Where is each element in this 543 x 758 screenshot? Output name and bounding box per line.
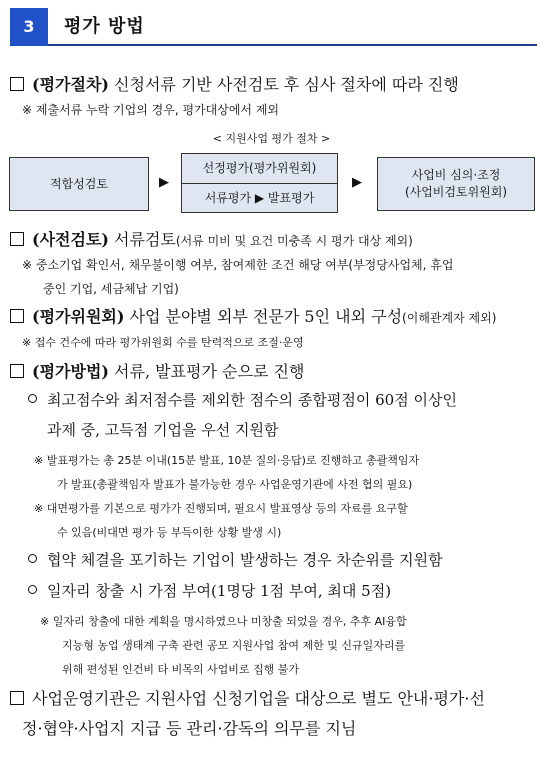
method-bullet-3: [28, 580, 391, 601]
section-procedure: [10, 72, 459, 95]
process-step-budget: [377, 157, 535, 211]
method-bullet-3-text: 일자리 창출 시 가점 부여(1명당 1점 부여, 최대 5점): [47, 582, 392, 600]
method-note-3-line-3: 위해 편성된 인건비 타 비목의 사업비로 집행 불가: [62, 663, 299, 676]
procedure-note: ※ 제출서류 누락 기업의 경우, 평가대상에서 제외: [22, 103, 280, 117]
process-step-suitability: [9, 157, 149, 211]
evaluation-committee-label: 선정평가(평가위원회): [202, 161, 317, 175]
method-heading: (평가방법): [32, 362, 109, 381]
procedure-text: 신청서류 기반 사전검토 후 심사 절차에 따라 진행: [108, 75, 459, 94]
method-note-2-line-1: ※ 대면평가를 기본으로 평가가 진행되며, 필요시 발표영상 등의 자료를 요구할: [34, 502, 408, 515]
budget-committee-label: (사업비검토위원회): [404, 185, 508, 199]
operator-duty-line-1: 사업운영기관은 지원사업 신청기업을 대상으로 별도 안내·평가·선: [32, 689, 485, 708]
budget-review-label: 사업비 심의·조정: [411, 168, 501, 182]
method-bullet-2: [28, 549, 443, 570]
method-note-1-line-1: ※ 발표평가는 총 25분 이내(15분 발표, 10분 질의·응답)로 진행하고 총괄책임자: [34, 454, 420, 467]
method-note-2-line-2: 수 있음(비대면 평가 등 부득이한 상황 발생 시): [57, 526, 282, 539]
prereview-note-2: 중인 기업, 세금체납 기업): [43, 282, 179, 296]
section-prereview: [10, 227, 413, 250]
method-bullet-1-line-2: 과제 중, 고득점 기업을 우선 지원함: [47, 421, 279, 439]
method-bullet-1-line-1: 최고점수와 최저점수를 제외한 점수의 종합평점이 60점 이상인: [47, 391, 457, 409]
section-committee: [10, 304, 496, 327]
section-method: [10, 359, 304, 382]
committee-text: 사업 분야별 외부 전문가 5인 내외 구성: [124, 307, 403, 326]
committee-heading: (평가위원회): [32, 307, 125, 326]
method-text: 서류, 발표평가 순으로 진행: [108, 362, 305, 381]
committee-detail: (이해관계자 제외): [402, 311, 497, 325]
prereview-heading: (사전검토): [32, 230, 109, 249]
bullet-circle-icon: [28, 585, 37, 594]
process-step-evaluation: [181, 153, 338, 213]
method-note-1-line-2: 가 발표(총괄책임자 발표가 불가능한 경우 사업운영기관에 사전 협의 필요): [57, 478, 413, 491]
committee-note: ※ 접수 건수에 따라 평가위원회 수를 탄력적으로 조절·운영: [22, 336, 304, 349]
prereview-text: 서류검토: [108, 230, 176, 249]
section-number: 3: [10, 8, 48, 46]
arrow-icon: ▶: [352, 175, 362, 190]
evaluation-flow-label: 서류평가 ▶ 발표평가: [204, 191, 315, 205]
arrow-icon: ▶: [159, 175, 169, 190]
process-title: < 지원사업 평가 절차 >: [212, 132, 331, 145]
checkbox-icon: [10, 364, 24, 378]
method-bullet-1: [28, 389, 457, 410]
method-bullet-2-text: 협약 체결을 포기하는 기업이 발생하는 경우 차순위를 지원함: [47, 551, 443, 569]
bullet-circle-icon: [28, 554, 37, 563]
section-operator-duty: [10, 686, 485, 709]
section-title: 평가 방법: [64, 16, 145, 37]
process-step-suitability-label: 적합성검토: [50, 177, 108, 191]
prereview-detail: (서류 미비 및 요건 미충족 시 평가 대상 제외): [175, 234, 413, 248]
section-header: [10, 8, 537, 46]
checkbox-icon: [10, 691, 24, 705]
checkbox-icon: [10, 232, 24, 246]
checkbox-icon: [10, 77, 24, 91]
method-note-3-line-1: ※ 일자리 창출에 대한 계획을 명시하였으나 미창출 되었을 경우, 추후 AI융합: [40, 615, 407, 628]
checkbox-icon: [10, 309, 24, 323]
operator-duty-line-2: 정·협약·사업지 지급 등 관리·감독의 의무를 지님: [22, 719, 357, 738]
procedure-heading: (평가절차): [32, 75, 109, 94]
prereview-note-1: ※ 중소기업 확인서, 채무불이행 여부, 참여제한 조건 해당 여부(부정당사업체, 휴업: [22, 258, 454, 272]
bullet-circle-icon: [28, 394, 37, 403]
method-note-3-line-2: 지능형 농업 생태계 구축 관련 공모 지원사업 참여 제한 및 신규일자리를: [62, 639, 406, 652]
